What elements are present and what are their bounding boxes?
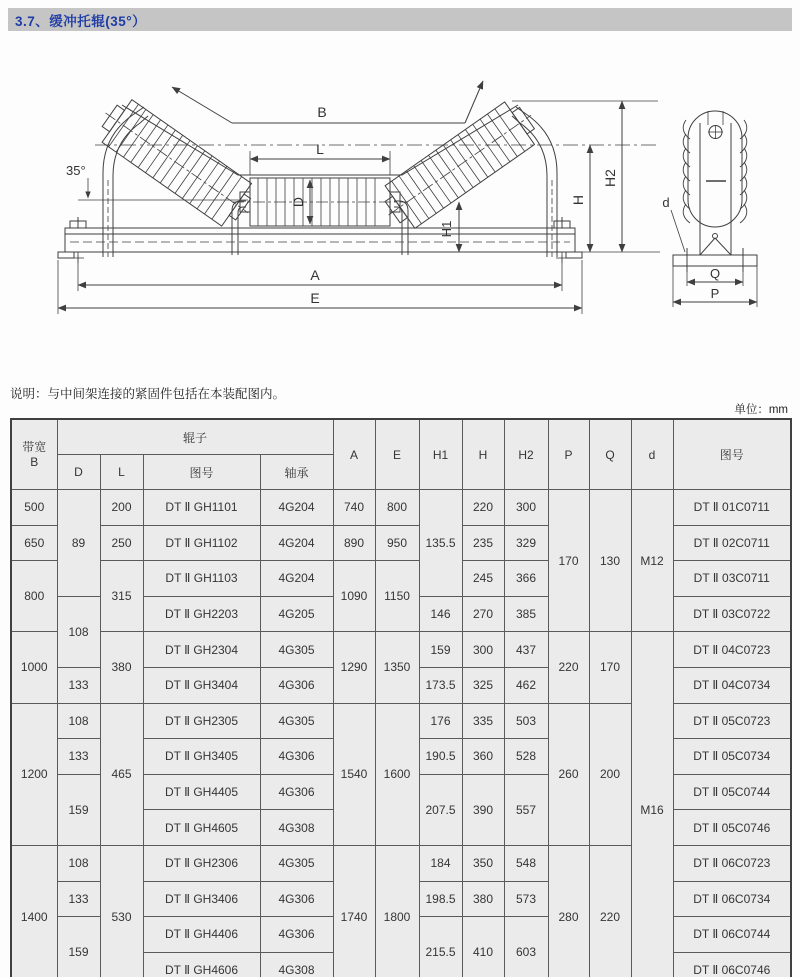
col-l: L — [100, 455, 143, 490]
table-cell: DT Ⅱ GH3406 — [143, 881, 260, 917]
table-cell: DT Ⅱ GH4405 — [143, 774, 260, 810]
table-cell: 465 — [100, 703, 143, 845]
table-cell: 1090 — [333, 561, 375, 632]
table-cell: 200 — [100, 490, 143, 526]
table-cell: 1200 — [11, 703, 57, 845]
table-cell: 1740 — [333, 845, 375, 977]
dim-label-p: P — [710, 286, 720, 301]
table-cell: 4G305 — [260, 632, 333, 668]
right-roller — [374, 94, 546, 236]
table-cell: 329 — [504, 525, 548, 561]
table-cell: 220 — [548, 632, 589, 703]
col-p: P — [548, 419, 589, 490]
table-cell: 1350 — [375, 632, 419, 703]
table-cell: DT Ⅱ GH4606 — [143, 952, 260, 977]
table-cell: 503 — [504, 703, 548, 739]
table-cell: DT Ⅱ 06C0744 — [673, 917, 791, 953]
col-h: H — [462, 419, 504, 490]
spec-table-head — [11, 419, 791, 490]
spec-table — [10, 418, 792, 977]
table-cell: 1540 — [333, 703, 375, 845]
table-cell: 207.5 — [419, 774, 462, 845]
table-cell: DT Ⅱ 04C0723 — [673, 632, 791, 668]
page-title: 3.7、缓冲托辊(35°） — [15, 13, 147, 29]
table-row — [11, 845, 791, 881]
table-cell: 300 — [504, 490, 548, 526]
dim-label-l: L — [316, 141, 324, 157]
table-cell: 4G306 — [260, 774, 333, 810]
left-roller — [91, 92, 263, 234]
table-cell: 133 — [57, 667, 100, 703]
table-cell: 176 — [419, 703, 462, 739]
dim-label-h1: H1 — [439, 220, 454, 238]
table-cell: 603 — [504, 917, 548, 977]
table-cell: DT Ⅱ GH4406 — [143, 917, 260, 953]
unit-label: 单位：mm — [734, 404, 788, 416]
page-title-bar — [8, 8, 792, 31]
table-cell: 4G205 — [260, 596, 333, 632]
angle-label: 35° — [66, 163, 86, 178]
col-roller-code: 图号 — [143, 455, 260, 490]
table-cell: 4G204 — [260, 561, 333, 597]
table-cell: 4G306 — [260, 667, 333, 703]
col-h2: H2 — [504, 419, 548, 490]
table-cell: 220 — [589, 845, 631, 977]
table-row — [11, 525, 791, 561]
table-cell: 890 — [333, 525, 375, 561]
table-cell: DT Ⅱ GH3405 — [143, 739, 260, 775]
col-bandwidth-line2: B — [30, 454, 39, 469]
dim-label-a: A — [310, 267, 320, 283]
table-cell: 159 — [57, 917, 100, 977]
table-cell: 184 — [419, 845, 462, 881]
table-cell: 315 — [100, 561, 143, 632]
col-d-bolt: d — [631, 419, 673, 490]
table-cell: 1400 — [11, 845, 57, 977]
table-cell: 557 — [504, 774, 548, 845]
table-cell: 190.5 — [419, 739, 462, 775]
table-cell: DT Ⅱ 06C0723 — [673, 845, 791, 881]
table-row — [11, 490, 791, 526]
col-a: A — [333, 419, 375, 490]
header-row-1 — [11, 419, 791, 455]
table-cell: 360 — [462, 739, 504, 775]
dim-label-d-diameter: D — [290, 196, 306, 208]
table-cell: 4G305 — [260, 845, 333, 881]
table-cell: DT Ⅱ GH1102 — [143, 525, 260, 561]
table-cell: 800 — [11, 561, 57, 632]
table-cell: 133 — [57, 881, 100, 917]
col-bandwidth-line1: 带宽 — [22, 439, 47, 454]
table-cell: 390 — [462, 774, 504, 845]
table-cell: 108 — [57, 845, 100, 881]
table-cell: 325 — [462, 667, 504, 703]
table-cell: 89 — [57, 490, 100, 597]
table-cell: 130 — [589, 490, 631, 632]
assembly-note: 说明：与中间架连接的紧固件包括在本装配图内。 — [10, 387, 286, 401]
table-cell: 4G308 — [260, 810, 333, 846]
table-cell: DT Ⅱ GH2305 — [143, 703, 260, 739]
table-cell: 1800 — [375, 845, 419, 977]
table-cell: 500 — [11, 490, 57, 526]
table-cell: 335 — [462, 703, 504, 739]
table-cell: 1290 — [333, 632, 375, 703]
table-cell: 530 — [100, 845, 143, 977]
table-cell: DT Ⅱ 01C0711 — [673, 490, 791, 526]
table-cell: 173.5 — [419, 667, 462, 703]
table-cell: DT Ⅱ GH1101 — [143, 490, 260, 526]
table-cell: 300 — [462, 632, 504, 668]
table-cell: 4G305 — [260, 703, 333, 739]
table-cell: DT Ⅱ 02C0711 — [673, 525, 791, 561]
table-cell: 4G306 — [260, 739, 333, 775]
table-cell: 159 — [57, 774, 100, 845]
table-cell: 573 — [504, 881, 548, 917]
table-cell: DT Ⅱ GH2203 — [143, 596, 260, 632]
table-cell: 437 — [504, 632, 548, 668]
table-cell: 1000 — [11, 632, 57, 703]
table-cell: DT Ⅱ 04C0734 — [673, 667, 791, 703]
table-cell: 108 — [57, 596, 100, 667]
table-cell: 159 — [419, 632, 462, 668]
table-cell: 4G306 — [260, 917, 333, 953]
table-cell: 250 — [100, 525, 143, 561]
table-cell: 215.5 — [419, 917, 462, 977]
table-row — [11, 561, 791, 597]
table-cell: 528 — [504, 739, 548, 775]
technical-drawing — [10, 45, 790, 360]
table-cell: DT Ⅱ 06C0734 — [673, 881, 791, 917]
table-cell: 170 — [589, 632, 631, 703]
table-cell: 133 — [57, 739, 100, 775]
dim-label-h2: H2 — [602, 169, 618, 187]
table-cell: 385 — [504, 596, 548, 632]
table-cell: DT Ⅱ GH2306 — [143, 845, 260, 881]
table-row — [11, 632, 791, 668]
table-cell: 235 — [462, 525, 504, 561]
table-cell: DT Ⅱ 05C0734 — [673, 739, 791, 775]
table-cell: 198.5 — [419, 881, 462, 917]
table-cell: 4G204 — [260, 525, 333, 561]
table-cell: DT Ⅱ 06C0746 — [673, 952, 791, 977]
table-cell: M12 — [631, 490, 673, 632]
col-roller-group: 辊子 — [57, 419, 333, 455]
base-frame — [58, 217, 582, 263]
table-cell: 260 — [548, 703, 589, 845]
dim-label-b: B — [317, 104, 327, 120]
table-cell: 146 — [419, 596, 462, 632]
table-cell: 366 — [504, 561, 548, 597]
table-cell: 548 — [504, 845, 548, 881]
table-cell: 950 — [375, 525, 419, 561]
col-e: E — [375, 419, 419, 490]
col-assembly-code: 图号 — [673, 419, 791, 490]
table-cell: DT Ⅱ 05C0746 — [673, 810, 791, 846]
table-cell: M16 — [631, 632, 673, 977]
table-cell: 740 — [333, 490, 375, 526]
table-cell: 800 — [375, 490, 419, 526]
spec-table-body — [11, 490, 791, 977]
col-d-diameter: D — [57, 455, 100, 490]
table-cell: 380 — [462, 881, 504, 917]
center-roller — [232, 178, 408, 226]
table-cell: 1600 — [375, 703, 419, 845]
table-cell: 1150 — [375, 561, 419, 632]
dim-label-h: H — [570, 194, 586, 206]
table-cell: 108 — [57, 703, 100, 739]
table-cell: DT Ⅱ 03C0722 — [673, 596, 791, 632]
table-cell: DT Ⅱ 05C0723 — [673, 703, 791, 739]
table-cell: 4G308 — [260, 952, 333, 977]
table-cell: 410 — [462, 917, 504, 977]
table-cell: DT Ⅱ GH3404 — [143, 667, 260, 703]
table-cell: 220 — [462, 490, 504, 526]
table-cell: DT Ⅱ GH2304 — [143, 632, 260, 668]
table-cell: 200 — [589, 703, 631, 845]
col-q: Q — [589, 419, 631, 490]
table-cell: 280 — [548, 845, 589, 977]
col-bearing: 轴承 — [260, 455, 333, 490]
dim-label-d-bolt: d — [662, 195, 670, 210]
table-cell: 350 — [462, 845, 504, 881]
table-cell: DT Ⅱ GH4605 — [143, 810, 260, 846]
table-cell: DT Ⅱ 05C0744 — [673, 774, 791, 810]
table-cell: 170 — [548, 490, 589, 632]
table-cell: 650 — [11, 525, 57, 561]
table-cell: 4G306 — [260, 881, 333, 917]
table-cell: 4G204 — [260, 490, 333, 526]
table-cell: 135.5 — [419, 490, 462, 597]
table-cell: DT Ⅱ 03C0711 — [673, 561, 791, 597]
table-row — [11, 703, 791, 739]
col-h1: H1 — [419, 419, 462, 490]
table-cell: 245 — [462, 561, 504, 597]
table-cell: 270 — [462, 596, 504, 632]
table-cell: 380 — [100, 632, 143, 703]
table-cell: 462 — [504, 667, 548, 703]
col-bandwidth — [11, 419, 57, 490]
table-cell: DT Ⅱ GH1103 — [143, 561, 260, 597]
dim-label-e: E — [310, 290, 320, 306]
dim-label-q: Q — [709, 266, 721, 281]
